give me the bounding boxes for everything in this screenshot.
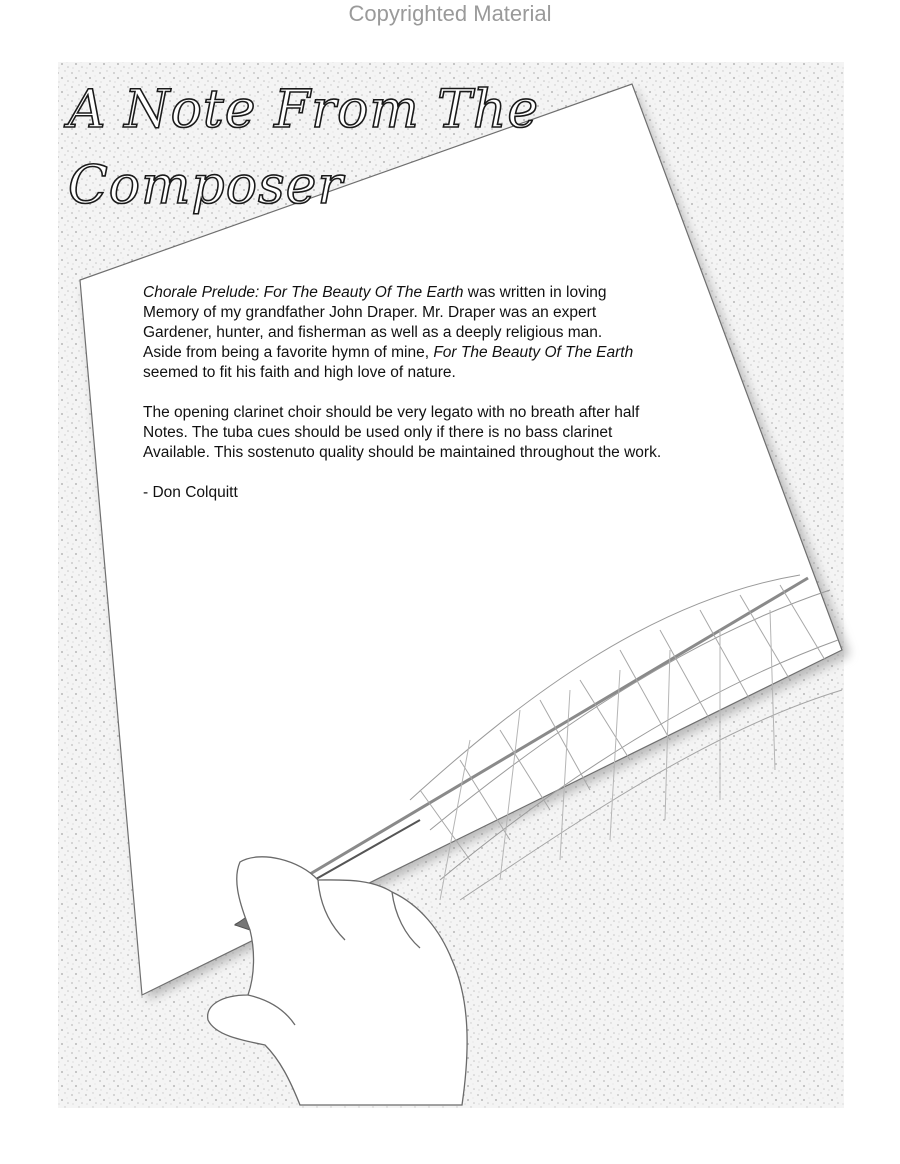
paragraph-dedication [143, 283, 763, 383]
title-line-2: Composer [68, 156, 344, 216]
paragraph-line: The opening clarinet choir should be very legato with no breath after half [143, 404, 640, 421]
paragraph-line: Available. This sostenuto quality should be maintained throughout the work. [143, 444, 662, 461]
paragraph-text: Aside from being a favorite hymn of mine, [143, 344, 434, 361]
paragraph-performance-notes [143, 403, 763, 463]
paragraph-line: Gardener, hunter, and fisherman as well as a deeply religious man. [143, 324, 603, 341]
signature: - Don Colquitt [143, 484, 238, 501]
page-title [68, 72, 539, 224]
copyright-watermark: Copyrighted Material [348, 1, 552, 26]
paragraph-line: seemed to fit his faith and high love of nature. [143, 364, 456, 381]
paragraph-line: Memory of my grandfather John Draper. Mr. Draper was an expert [143, 304, 597, 321]
piece-title: Chorale Prelude: For The Beauty Of The Earth [143, 284, 464, 301]
paragraph-line [143, 283, 763, 303]
hymn-title: For The Beauty Of The Earth [433, 344, 634, 361]
title-line-1: A Note From The [68, 80, 540, 140]
composer-note [143, 283, 763, 523]
paragraph-line [143, 343, 763, 363]
paragraph-text: was written in loving [463, 284, 607, 301]
paragraph-line: Notes. The tuba cues should be used only if there is no bass clarinet [143, 424, 613, 441]
